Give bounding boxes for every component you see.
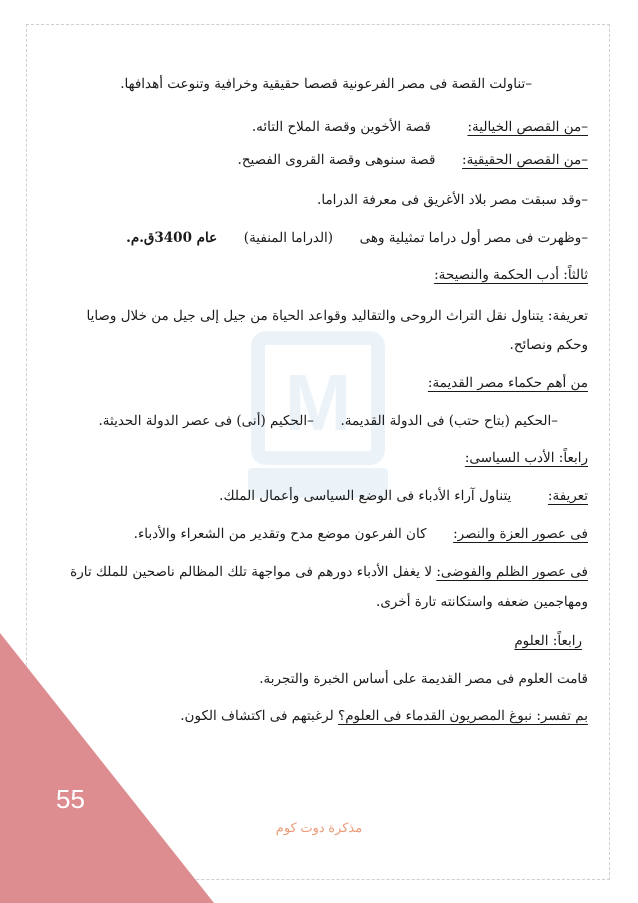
glory-era-text: كان الفرعون موضع مدح وتقدير من الشعراء والأدباء.: [133, 526, 427, 542]
glory-era-label: فى عصور العزة والنصر:: [453, 526, 588, 542]
drama-line: [50, 192, 588, 208]
svg-text:M: M: [284, 358, 352, 447]
wisdom-definition-line-1: [50, 308, 588, 324]
first-drama-name: (الدراما المنفية): [243, 230, 334, 246]
intro-text: –تناولت القصة فى مصر الفرعونية قصصا حقيقية وخرافية وتنوعت أهدافها.: [120, 76, 532, 92]
corner-triangle-decoration: [0, 633, 214, 903]
political-definition-line: [50, 488, 588, 504]
oppression-era-text: لا يغفل الأدباء دورهم فى مواجهة تلك المظالم ناصحين للملك تارة: [70, 564, 433, 580]
real-stories-text: قصة سنوهى وقصة القروى الفصيح.: [237, 152, 436, 168]
real-stories-line: [50, 152, 588, 168]
oppression-era-text-2: ومهاجمين ضعفه واستكانته تارة أخرى.: [376, 594, 588, 610]
real-stories-label: –من القصص الحقيقية:: [462, 152, 588, 168]
wisdom-definition-text-2: وحكم ونصائح.: [509, 337, 588, 353]
first-drama-year: عام 3400ق.م.: [126, 230, 218, 246]
footer-brand: مذكرة دوت كوم: [275, 820, 363, 835]
oppression-era-label: فى عصور الظلم والفوضى:: [436, 564, 588, 580]
fictional-stories-line: [50, 119, 588, 135]
first-drama-text: –وظهرت فى مصر أول دراما تمثيلية وهى: [359, 230, 588, 246]
oppression-era-line-2: [50, 594, 588, 610]
sages-line: [50, 413, 588, 429]
political-definition-text: يتناول آراء الأدباء فى الوضع السياسى وأعمال الملك.: [219, 488, 512, 504]
oppression-era-line-1: [50, 564, 588, 580]
fictional-stories-label: –من القصص الخيالية:: [467, 119, 588, 135]
sciences-question: بم تفسر: نبوغ المصريون القدماء فى العلوم؟: [338, 708, 588, 724]
intro-line: [50, 76, 588, 92]
glory-era-line: [50, 526, 588, 542]
sage-ani: –الحكيم (أنى) فى عصر الدولة الحديثة.: [98, 413, 314, 429]
political-heading-text: رابعاً: الأدب السياسى:: [464, 450, 588, 466]
sciences-heading-text: رابعاً: العلوم: [514, 633, 582, 649]
wisdom-definition-text: تعريفة: يتناول نقل التراث الروحى والتقاليد وقواعد الحياة من جيل إلى جيل من خلال وصايا: [86, 308, 588, 324]
page-number: 55: [56, 784, 85, 814]
political-definition-label: تعريفة:: [547, 488, 588, 504]
wisdom-heading-text: ثالثاً: أدب الحكمة والنصيحة:: [434, 267, 588, 283]
political-heading: [50, 450, 588, 466]
drama-text: –وقد سبقت مصر بلاد الأغريق فى معرفة الدراما.: [317, 192, 588, 208]
sages-heading: [50, 375, 588, 391]
first-drama-line: [50, 230, 588, 246]
wisdom-heading: [50, 267, 588, 283]
fictional-stories-text: قصة الأخوين وقصة الملاح التائه.: [251, 119, 431, 135]
sciences-answer: لرغبتهم فى اكتشاف الكون.: [180, 708, 334, 724]
sages-heading-text: من أهم حكماء مصر القديمة:: [427, 375, 588, 391]
sciences-text: قامت العلوم فى مصر القديمة على أساس الخبرة والتجربة.: [259, 671, 588, 687]
wisdom-definition-line-2: [50, 337, 588, 353]
sage-ptahhotep: –الحكيم (بتاح حتب) فى الدولة القديمة.: [340, 413, 558, 429]
